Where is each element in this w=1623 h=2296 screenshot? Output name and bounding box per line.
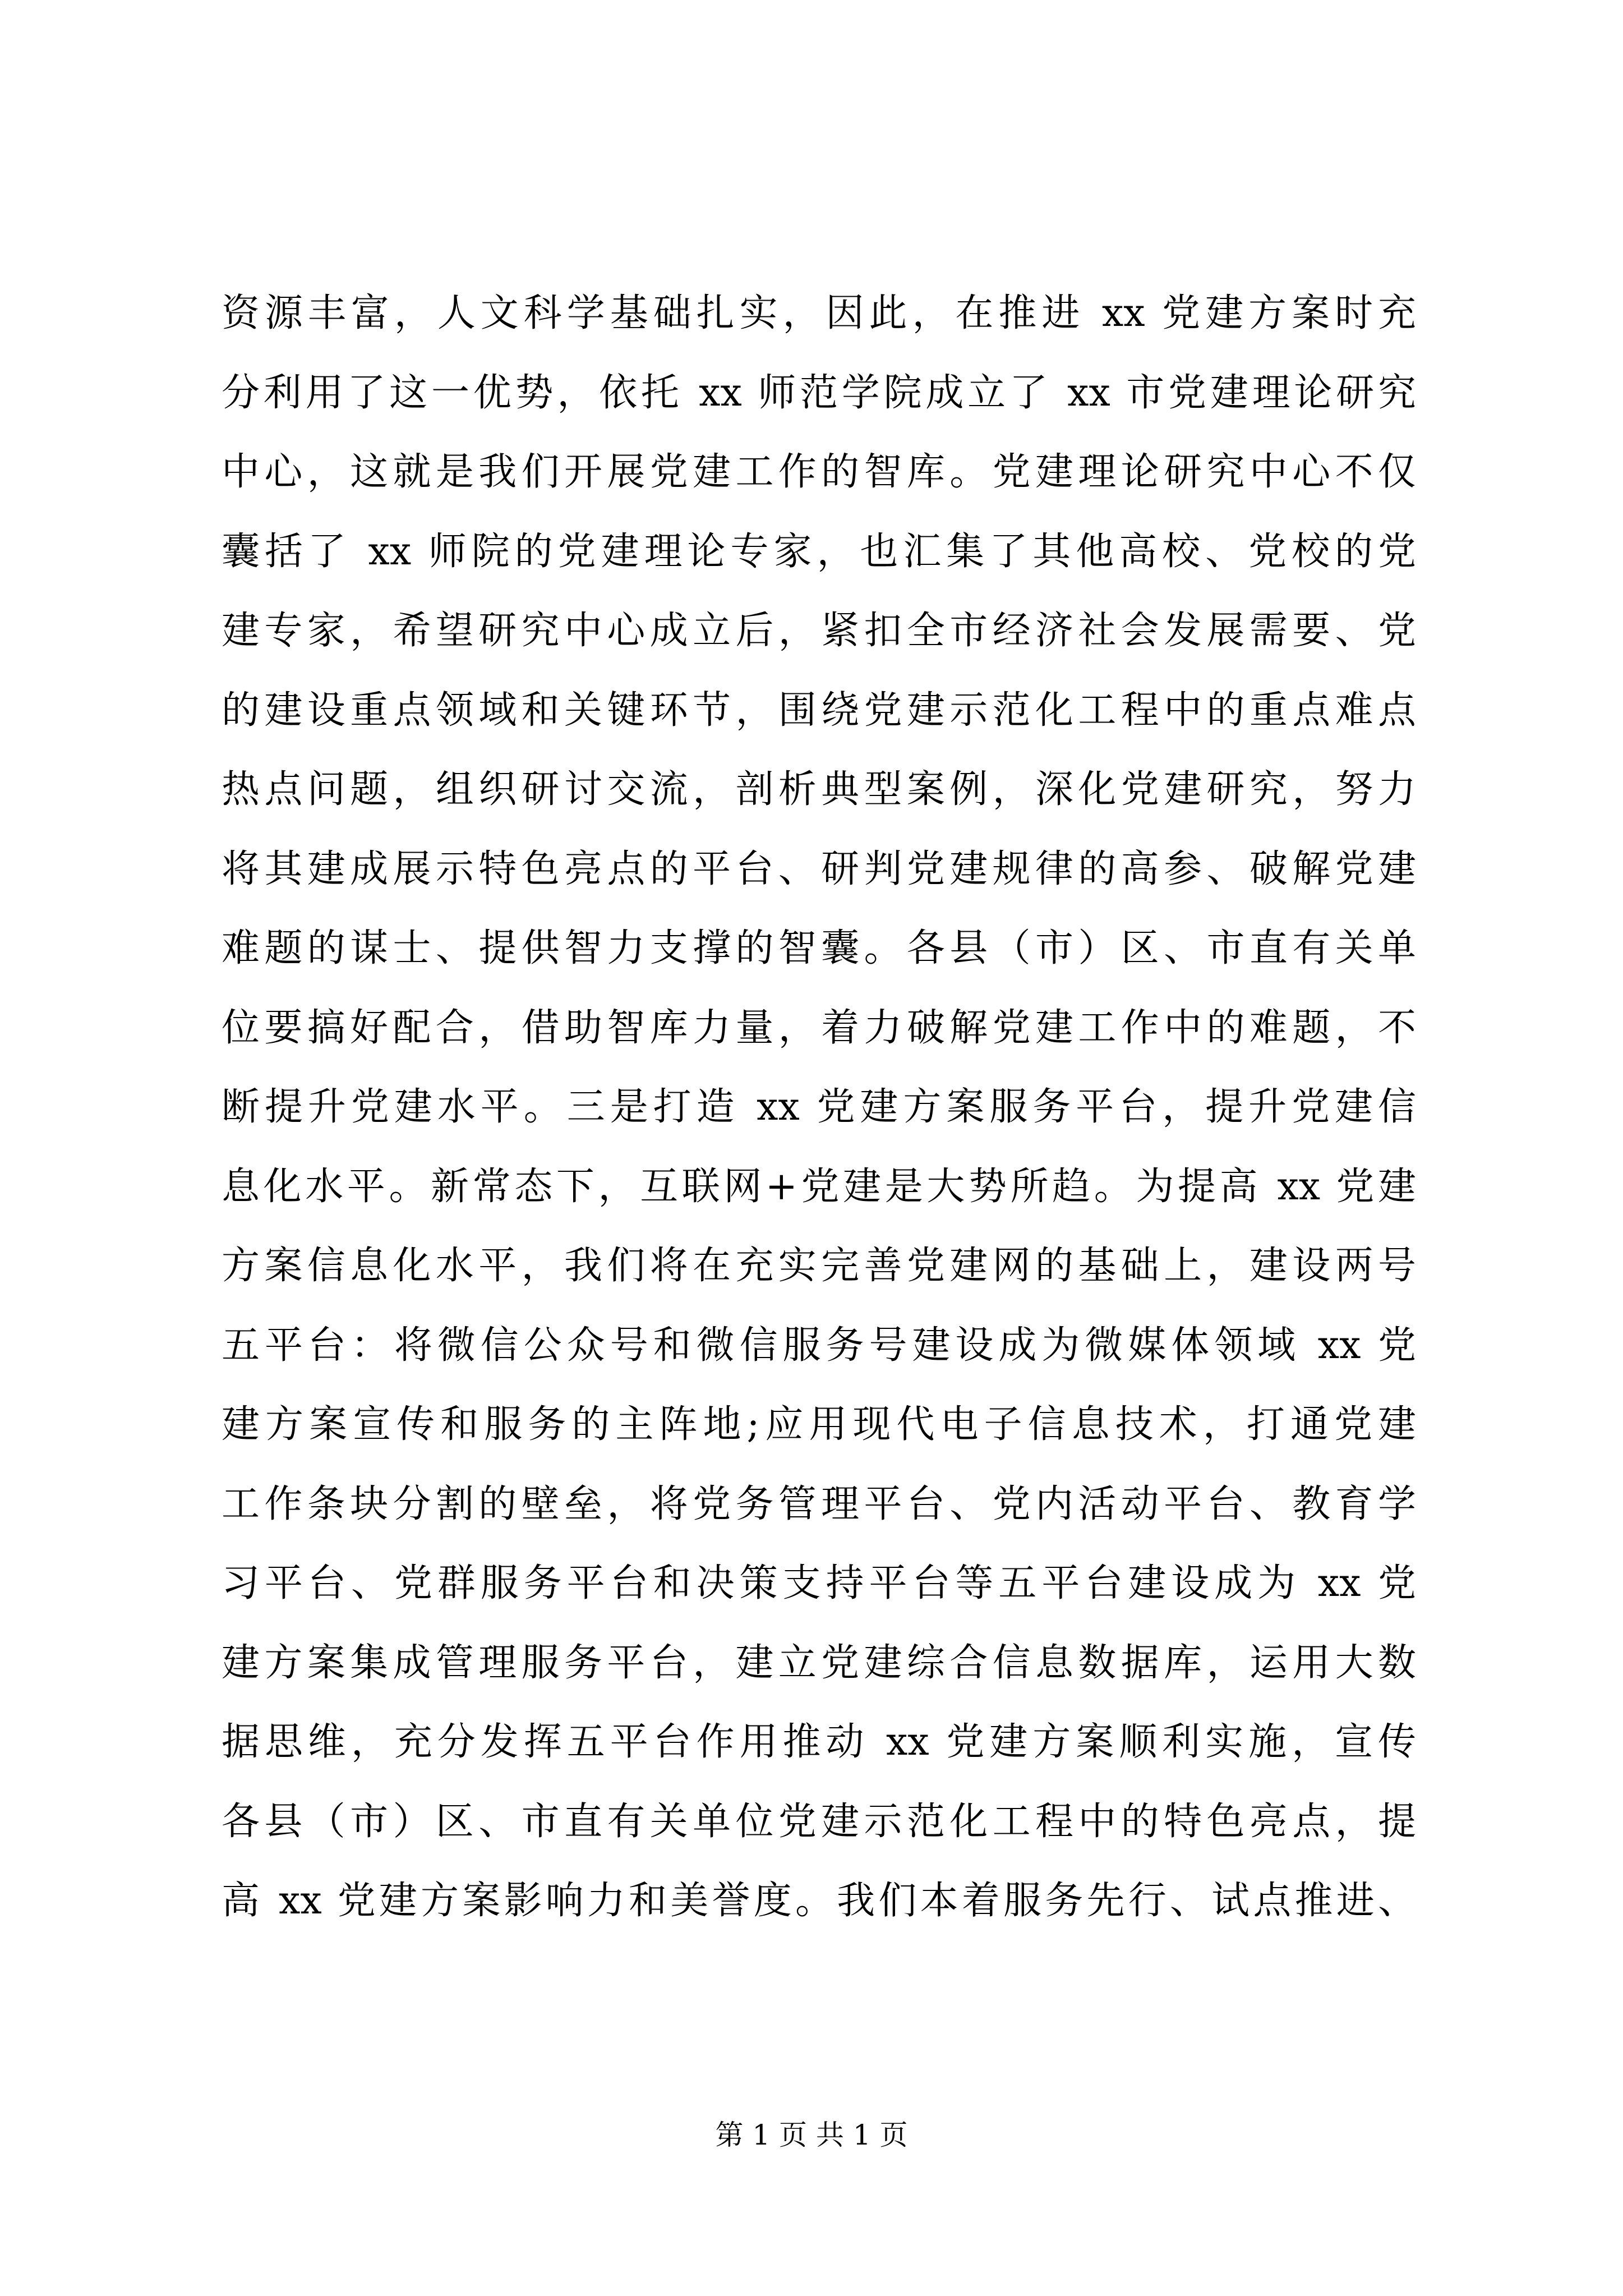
text-line: 中心，这就是我们开展党建工作的智库。党建理论研究中心不仅: [222, 450, 1416, 494]
text-line: 方案信息化水平，我们将在充实完善党建网的基础上，建设两号: [222, 1244, 1416, 1288]
text-line: 断提升党建水平。三是打造 xx 党建方案服务平台，提升党建信: [222, 1085, 1416, 1129]
text-line: 息化水平。新常态下，互联网+党建是大势所趋。为提高 xx 党建: [222, 1164, 1416, 1209]
text-line: 五平台：将微信公众号和微信服务号建设成为微媒体领域 xx 党: [222, 1323, 1416, 1368]
text-line: 难题的谋士、提供智力支撑的智囊。各县（市）区、市直有关单: [222, 926, 1416, 970]
body-paragraph: [222, 274, 1416, 1941]
text-line: 建方案宣传和服务的主阵地;应用现代电子信息技术，打通党建: [222, 1402, 1416, 1447]
text-line: 习平台、党群服务平台和决策支持平台等五平台建设成为 xx 党: [222, 1561, 1416, 1605]
text-line: 热点问题，组织研讨交流，剖析典型案例，深化党建研究，努力: [222, 767, 1416, 812]
text-line: 高 xx 党建方案影响力和美誉度。我们本着服务先行、试点推进、: [222, 1879, 1416, 1923]
page-footer: [0, 2118, 1623, 2152]
page-number: 第 1 页 共 1 页: [715, 2119, 908, 2151]
text-line: 各县（市）区、市直有关单位党建示范化工程中的特色亮点，提: [222, 1799, 1416, 1844]
text-line: 将其建成展示特色亮点的平台、研判党建规律的高参、破解党建: [222, 846, 1416, 891]
text-line: 建方案集成管理服务平台，建立党建综合信息数据库，运用大数: [222, 1640, 1416, 1685]
text-line: 建专家，希望研究中心成立后，紧扣全市经济社会发展需要、党: [222, 609, 1416, 653]
text-line: 囊括了 xx 师院的党建理论专家，也汇集了其他高校、党校的党: [222, 529, 1416, 574]
text-line: 分利用了这一优势，依托 xx 师范学院成立了 xx 市党建理论研究: [222, 370, 1416, 415]
text-line: 位要搞好配合，借助智库力量，着力破解党建工作中的难题，不: [222, 1005, 1416, 1050]
text-line: 据思维，充分发挥五平台作用推动 xx 党建方案顺利实施，宣传: [222, 1720, 1416, 1764]
text-line: 工作条块分割的壁垒，将党务管理平台、党内活动平台、教育学: [222, 1481, 1416, 1526]
text-line: 的建设重点领域和关键环节，围绕党建示范化工程中的重点难点: [222, 688, 1416, 733]
text-line: 资源丰富，人文科学基础扎实，因此，在推进 xx 党建方案时充: [222, 291, 1416, 335]
